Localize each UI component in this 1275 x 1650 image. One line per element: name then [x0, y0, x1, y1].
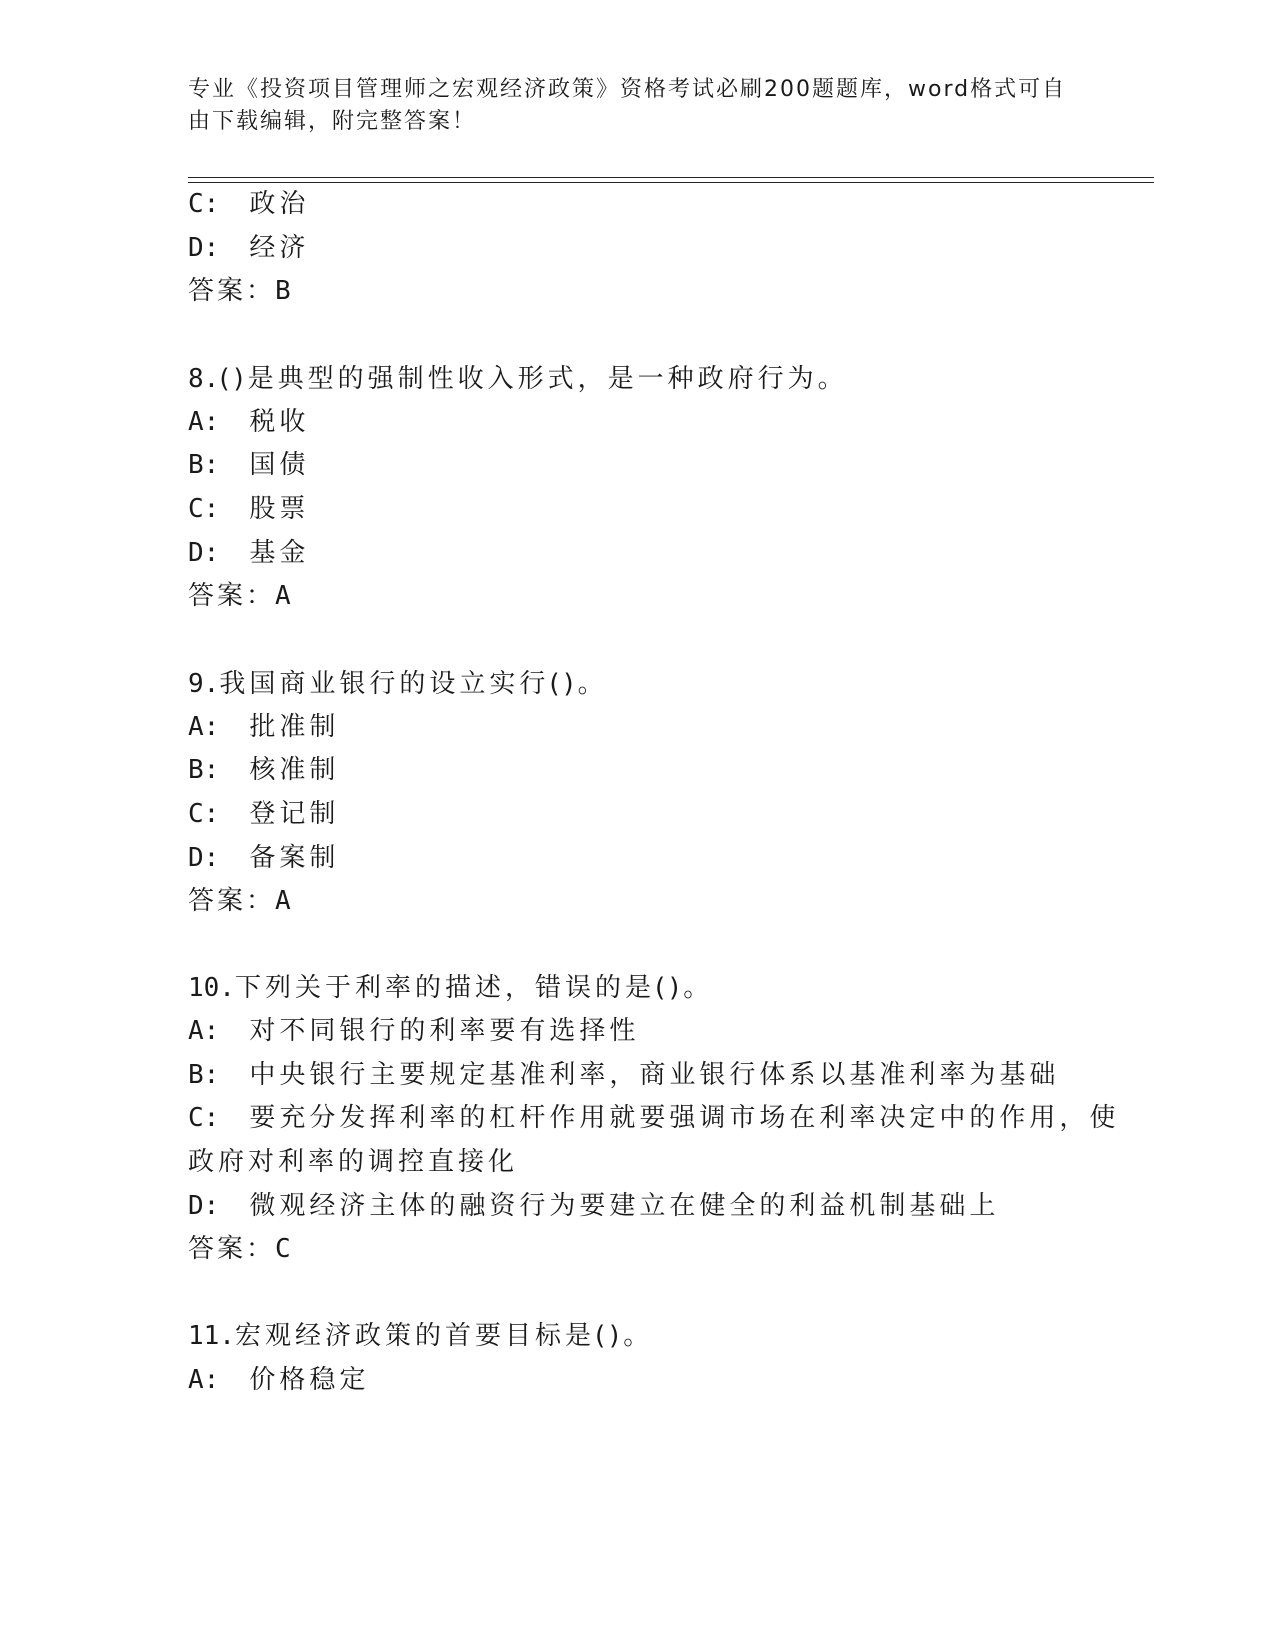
option-c: C: 股票: [188, 494, 310, 524]
answer-line: 答案：C: [188, 1234, 291, 1264]
header-divider-top: [188, 177, 1154, 178]
option-d: D: 备案制: [188, 843, 340, 873]
option-d: D: 基金: [188, 538, 310, 568]
header-divider-bottom: [188, 182, 1154, 183]
answer-line: 答案：A: [188, 581, 291, 611]
answer-line: 答案：B: [188, 276, 291, 306]
option-c: C: 要充分发挥利率的杠杆作用就要强调市场在利率决定中的作用，使: [188, 1103, 1120, 1133]
option-d: D: 微观经济主体的融资行为要建立在健全的利益机制基础上: [188, 1191, 1000, 1221]
answer-line: 答案：A: [188, 886, 291, 916]
option-a: A: 税收: [188, 407, 310, 437]
option-c: C: 政治: [188, 189, 310, 219]
question-9: 9.我国商业银行的设立实行()。: [188, 669, 608, 699]
option-b: B: 核准制: [188, 755, 340, 785]
question-11: 11.宏观经济政策的首要目标是()。: [188, 1321, 654, 1351]
option-d: D: 经济: [188, 233, 310, 263]
option-b: B: 国债: [188, 450, 310, 480]
option-c: C: 登记制: [188, 799, 340, 829]
question-8: 8.()是典型的强制性收入形式，是一种政府行为。: [188, 364, 848, 394]
option-c-continuation: 政府对利率的调控直接化: [188, 1147, 519, 1177]
option-a: A: 价格稳定: [188, 1365, 370, 1395]
option-b: B: 中央银行主要规定基准利率，商业银行体系以基准利率为基础: [188, 1060, 1060, 1090]
option-a: A: 对不同银行的利率要有选择性: [188, 1016, 640, 1046]
question-10: 10.下列关于利率的描述，错误的是()。: [188, 973, 714, 1003]
option-a: A: 批准制: [188, 712, 340, 742]
document-header: 专业《投资项目管理师之宏观经济政策》资格考试必刷200题题库，word格式可自由下载编辑，附完整答案！: [188, 77, 1067, 134]
